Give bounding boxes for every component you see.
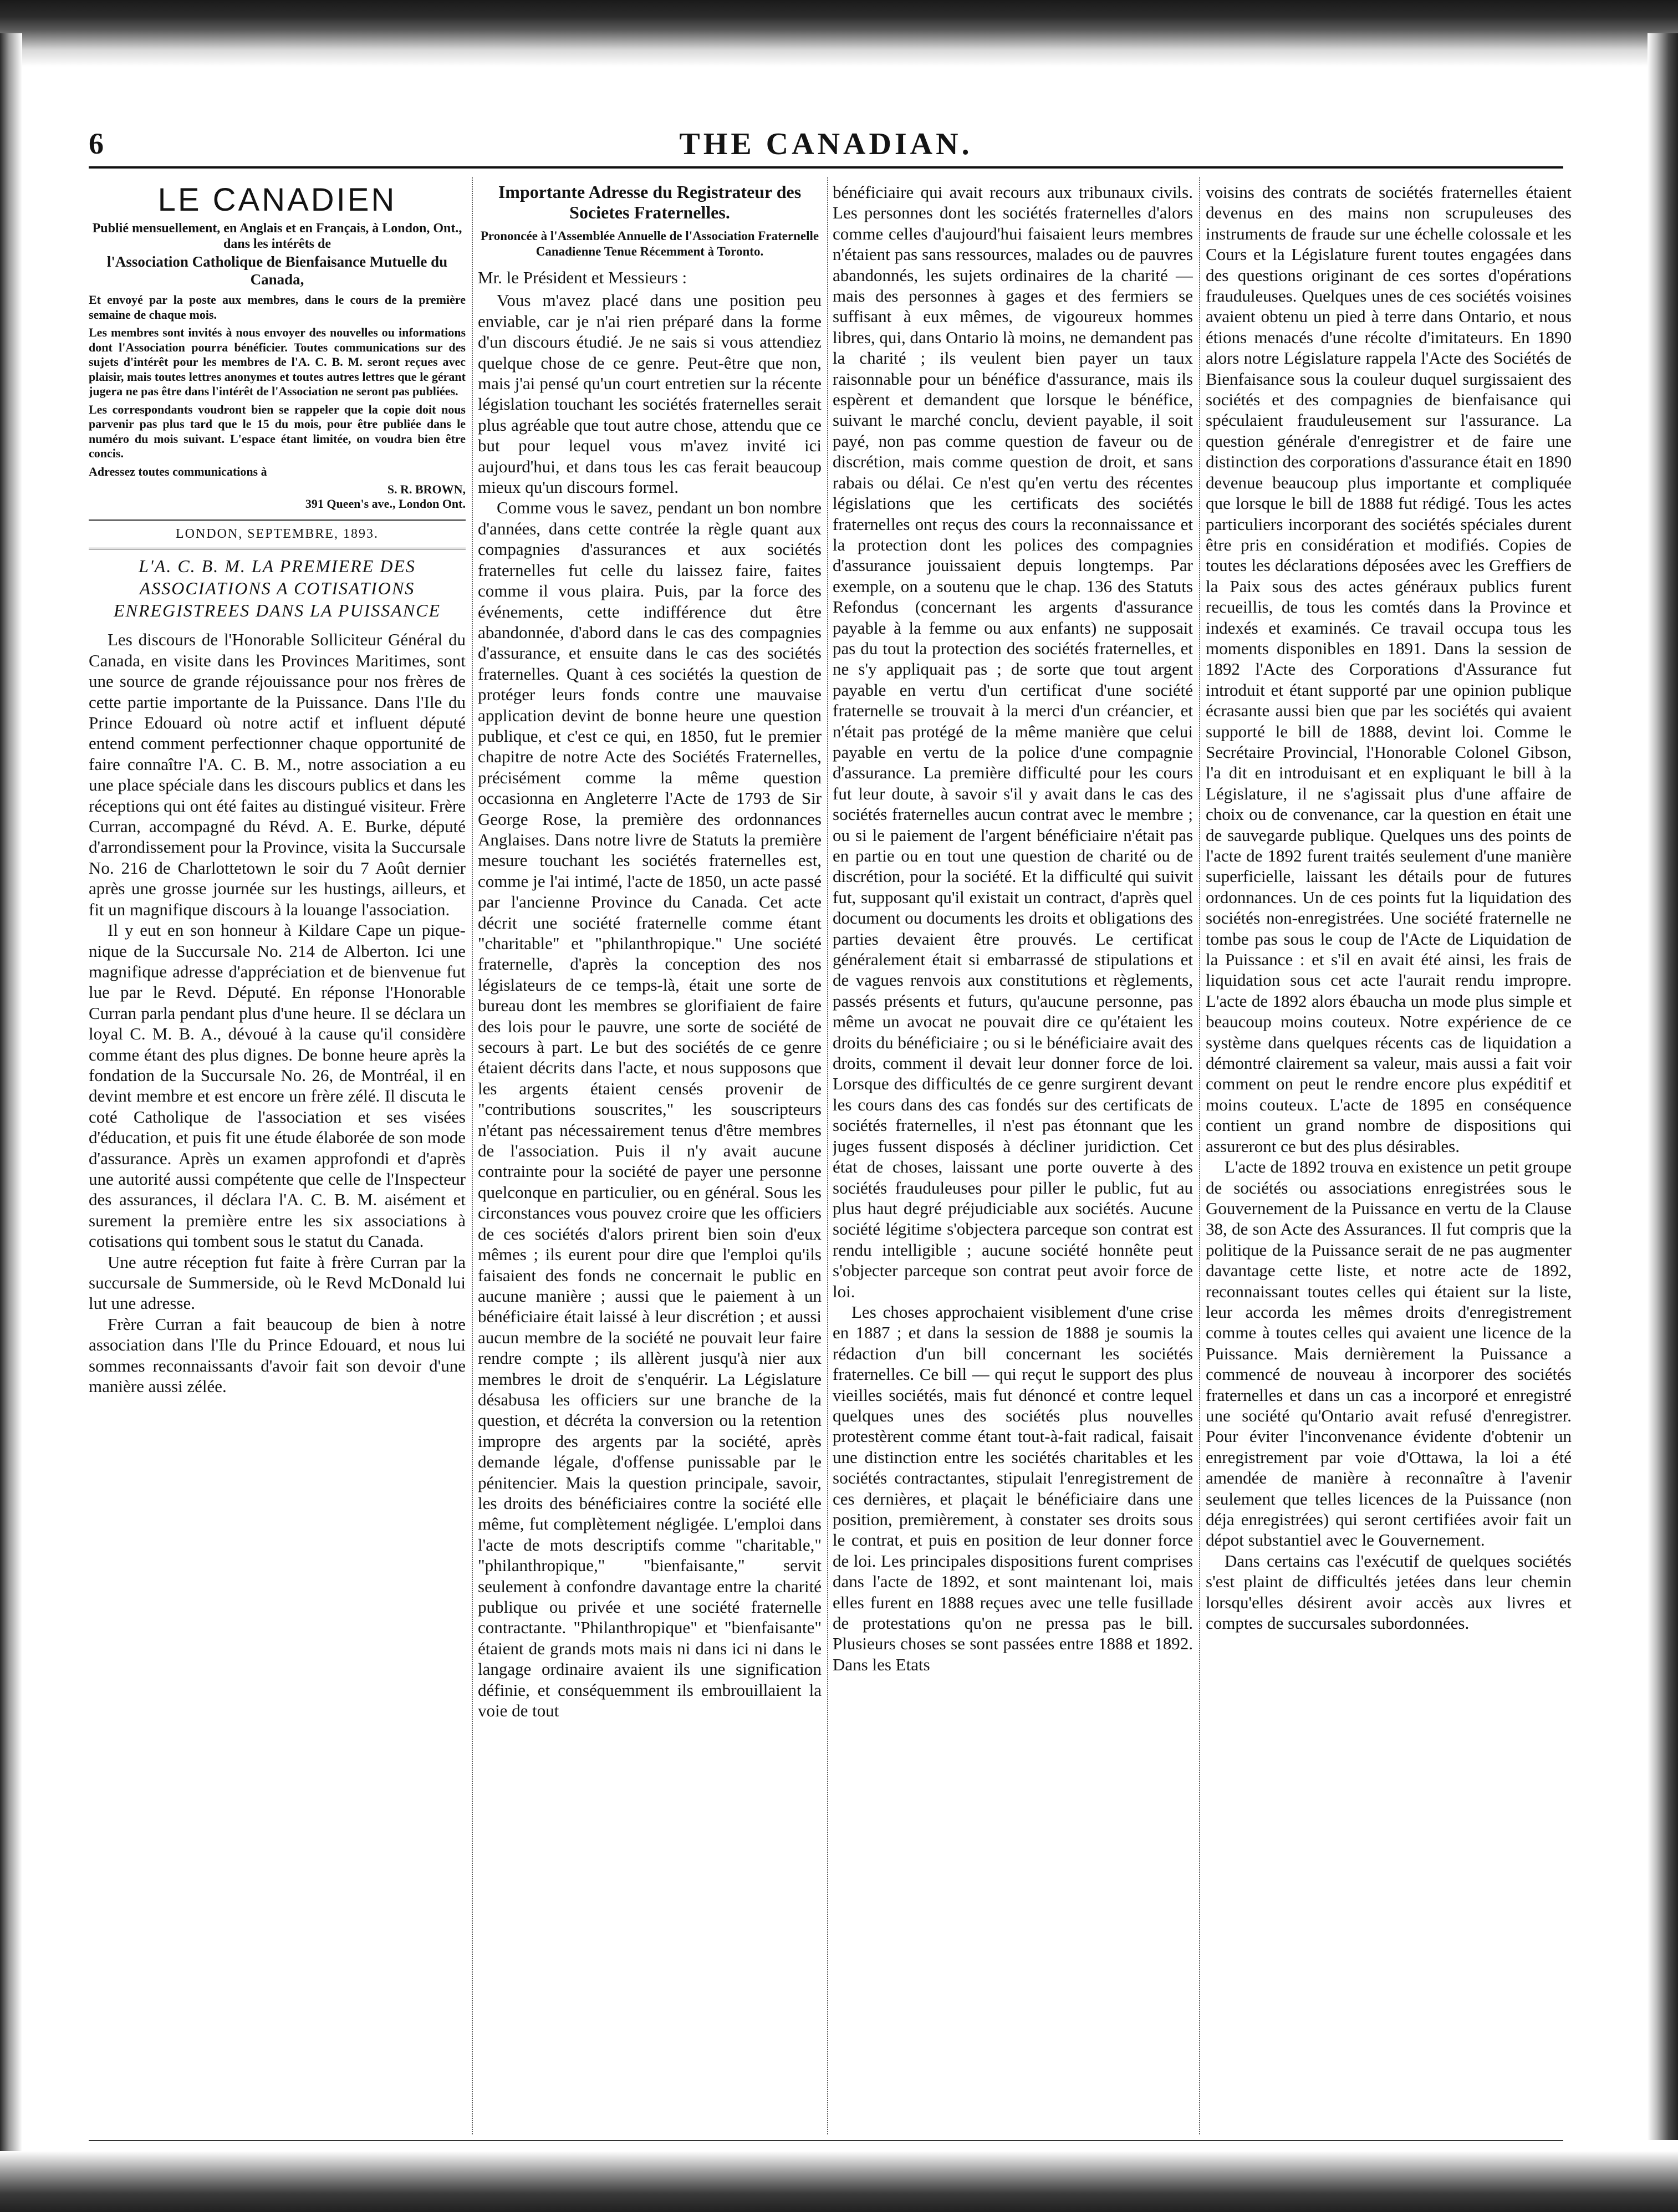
article-paragraph: Il y eut en son honneur à Kildare Cape un pique-nique de la Succursale No. 214 de Alberton. Ici une magnifique adresse d'appréciation et de bienvenue fut lue par le Revd. Député. En réponse l'Honorable Curran parla pendant plus d'une heure. Il se déclara un loyal C. M. B. A., dévoué à la cause qu'il considère comme étant des plus dignes. De bonne heure après la fondation de la Succursale No. 26, de Montréal, il en devint membre et est encore un frère zélé. Il discuta le coté Catholique de l'association et ses visées d'éducation, et puis fit une étude élaborée de son mode d'assurance. Après un examen approfondi et d'après une autorité aussi compétente que celle de l'Inspecteur des assurances, il déclara l'A. C. B. M. aisément et surement la première entre les six associations à cotisations qui tombent sous le statut du Canada.	[89, 920, 466, 1251]
column-2	[478, 182, 822, 2133]
page-number: 6	[89, 127, 104, 160]
article-paragraph: Dans certains cas l'exécutif de quelques sociétés s'est plaint de difficultés jetées dans leur chemin lorsqu'elles désirent avoir accès aux livres et comptes de succursales subordonnées.	[1206, 1551, 1572, 1633]
masthead-notice: Et envoyé par la poste aux membres, dans le cours de la première semaine de chaque mois.	[89, 293, 466, 322]
paper-name: THE CANADIAN.	[679, 127, 973, 161]
article-headline: Importante Adresse du Registrateur des Societes Fraternelles.	[498, 182, 802, 222]
footer-rule	[89, 2140, 1563, 2141]
article-paragraph: Une autre réception fut faite à frère Curran par la succursale de Summerside, où le Revd McDonald lui lut une adresse.	[89, 1252, 466, 1313]
article-paragraph: bénéficiaire qui avait recours aux tribunaux civils. Les personnes dont les sociétés fraternelles d'alors comme celles d'aujourd'hui faisaient leurs membres n'étaient pas sans ressources, malades ou de pauvres abandonnés, les sujets ordinaires de la charité — mais des personnes à gages et des fermiers se suffisant à eux mêmes, de vigoureux hommes libres, qui, dans Ontario là moins, ne demandent pas la charité ; ils veulent bien payer un taux raisonnable pour un bénéfice d'assurance, mais ils espèrent et demandent que lorsque le bénéfice, suivant le marché conclu, devient payable, il soit payé, non pas comme question de faveur ou de discrétion, mais comme question de droit, et sans rabais ou délai. Ce n'est qu'en vertu des récentes législations que les certificats des sociétés fraternelles ont reçus des cours la reconnaissance et la protection dont les polices des compagnies d'assurance jouissaient depuis longtemps. Par exemple, on a soutenu que le chap. 136 des Statuts Refondus (concernant les argents d'assurance payable à la femme ou aux enfants) ne supposait pas du tout la protection des sociétés fraternelles, et ne s'y appliquait pas ; de sorte que tout argent payable en vertu d'un certificat d'une société fraternelle se trouvait à la merci d'un créancier, et n'était pas protégé de la même manière que celui payable en vertu de la police d'une compagnie d'assurance. La première difficulté pour les cours fut leur doute, à savoir s'il y avait dans le cas des sociétés fraternelles aucun contrat avec le membre ; ou si le paiement de l'argent bénéficiaire n'était pas en partie ou en tout une question de charité ou de discrétion, pour la société. Et la difficulté qui suivit fut, supposant qu'il existait un contract, d'après quel document ou documents les droits et obligations des parties devaient être prouvés. Le certificat généralement était si embarrassé de stipulations et de vagues renvois aux constitutions et règlements, passés présents et futurs, qu'aucune personne, pas même un avocat ne pouvait dire ce qu'étaient les droits du bénéficiaire ; ou si le bénéficiaire avait des droits, comment il devait leur donner force de loi. Lorsque des difficultés de ce genre surgirent devant les cours dans des cas fondés sur des certificats de sociétés fraternelles, il n'est pas étonnant que les juges fussent disposés à décliner juridiction. Cet état de choses, laissant une porte ouverte à des sociétés frauduleuses pour piller le public, fut au plus haut degré préjudiciable aux sociétés. Aucune société légitime s'objectera parceque son contrat est rendu intelligible ; aucune société honnête peut s'objecter parceque son contrat peut avoir force de loi.	[833, 182, 1193, 1301]
scan-edge-bottom	[0, 2151, 1678, 2212]
masthead-notice: Adressez toutes communications à	[89, 464, 267, 478]
salutation: Mr. le Président et Messieurs :	[478, 268, 687, 287]
article-paragraph: Vous m'avez placé dans une position peu enviable, car je n'ai rien préparé dans la forme d'un discours étudié. Je ne sais si vous attendiez quelque chose de ce genre. Peut-être que non, mais j'ai pensé qu'un court entretien sur la récente législation touchant les sociétés fraternelles serait plus agréable que tout autre chose, attendu que ce but pour lequel vous m'avez invité ici aujourd'hui, et dans tous les cas ferait beaucoup mieux qu'un discours formel.	[478, 290, 822, 497]
dateline: LONDON, SEPTEMBRE, 1893.	[89, 519, 466, 549]
article-headline: L'A. C. B. M. LA PREMIERE DES ASSOCIATIONS A COTISATIONS ENREGISTREES DANS LA PUISSANCE	[113, 556, 441, 621]
column-3	[833, 182, 1193, 2133]
running-head	[89, 126, 1563, 171]
article-paragraph: voisins des contrats de sociétés fraternelles étaient devenus en des mains non scrupuleuses des instruments de fraude sur une échelle colossale et les Cours et la Législature furent toutes engagées dans des questions originant de ces sortes d'opérations frauduleuses. Quelques unes de ces sociétés voisines avaient obtenu un pied à terre dans Ontario, et nous étions menacés d'une récolte d'imitateurs. En 1890 alors notre Législature rappela l'Acte des Sociétés de Bienfaisance sous la couleur duquel surgissaient des sociétés et des compagnies de bienfaisance qui spéculaient frauduleusement sur l'assurance. La question générale d'enregistrer et de faire une distinction des corporations d'assurance était en 1890 devenue beaucoup plus importante et compliquée que lorsque le bill de 1888 fut rédigé. Tous les actes particuliers incorporant des sociétés spéciales durent être pris en considération et modifiés. Copies de toutes les déclarations déposées avec les Greffiers de la Paix sous des actes généraux publics furent recueillis, de tous les comtés dans la Province et indexés et examinés. Ce travail occupa tous les moments disponibles en 1891. Dans la session de 1892 l'Acte des Corporations d'Assurance fut introduit et étant supporté par une opinion publique écrasante aussi bien que par les sociétés qui avaient supporté le bill de 1888, devint loi. Comme le Secrétaire Provincial, l'Honorable Colonel Gibson, l'a dit en introduisant et en expliquant le bill à la Législature, il ne s'agissait plus d'une affaire de choix ou de convenance, car la question en était une de sauvegarde publique. Quelques uns des points de l'acte de 1892 furent traités seulement d'une manière superficielle, laissant les détails pour de futures ordonnances. Un de ces points fut la liquidation des sociétés non-enregistrées. Une société fraternelle ne tombe pas sous le coup de l'Acte de Liquidation de la Puissance : et s'il en avait été ainsi, les frais de liquidation sous cet acte l'aurait rendu impropre. L'acte de 1892 alors ébaucha un mode plus simple et beaucoup moins couteux. Notre expérience de ce système dans quelques récents cas de liquidation a démontré clairement sa valeur, mais aussi a fait voir comment on peut le rendre encore plus expéditif et moins couteux. L'acte de 1895 en conséquence contient un grand nombre de dispositions qui assureront ce but des plus désirables.	[1206, 182, 1572, 1156]
column-divider	[827, 177, 828, 2134]
article-paragraph: Frère Curran a fait beaucoup de bien à notre association dans l'Ile du Prince Edouard, et nous lui sommes reconnaissants d'avoir fait son devoir d'une manière aussi zélée.	[89, 1314, 466, 1396]
masthead-notice: Les correspondants voudront bien se rappeler que la copie doit nous parvenir pas plus tard que le 15 du mois, pour être publiée dans le numéro du mois suivant. L'espace étant limitée, on voudra bien être concis.	[89, 402, 466, 460]
article-subheadline: Prononcée à l'Assemblée Annuelle de l'Association Fraternelle Canadienne Tenue Récemment à Toronto.	[480, 229, 819, 258]
scan-edge-right	[1648, 33, 1678, 2140]
masthead-notice: Les membres sont invités à nous envoyer des nouvelles ou informations dont l'Association pourra bénéficier. Toutes communications sur des sujets d'intérêt pour les membres de l'A. C. B. M. seront reçues avec plaisir, mais toutes lettres anonymes et toutes autres lettres que le gérant jugera ne pas être dans l'intérêt de l'Association ne seront pas publiées.	[89, 325, 466, 398]
column-1	[89, 182, 466, 2133]
editor-address: 391 Queen's ave., London Ont.	[305, 497, 466, 511]
article-paragraph: Les choses approchaient visiblement d'une crise en 1887 ; et dans la session de 1888 je soumis la rédaction d'un bill concernant les sociétés fraternelles. Ce bill — qui reçut le support des plus vieilles sociétés, mais fut dénoncé et contre lequel quelques unes des sociétés plus nouvelles protestèrent comme étant tout-à-fait radical, faisait une distinction entre les sociétés charitables et les sociétés contractantes, stipulait l'enregistrement de ces dernières, et plaçait le bénéficiaire dans une position, premièrement, à constater ses droits sous le contrat, et puis en position de leur donner force de loi. Les principales dispositions furent comprises dans l'acte de 1892, et sont maintenant loi, mais elles furent en 1888 reçues avec une telle fusillade de protestations qu'on ne pressa pas le bill. Plusieurs choses se sont passées entre 1888 et 1892. Dans les Etats	[833, 1302, 1193, 1674]
article-paragraph: L'acte de 1892 trouva en existence un petit groupe de sociétés ou associations enregistrées sous le Gouvernement de la Puissance en vertu de la Clause 38, de son Acte des Assurances. Il fut compris que la politique de la Puissance serait de ne pas augmenter davantage cette liste, et notre acte de 1892, reconnaissant toutes celles qui étaient sur la liste, leur accorda les mêmes droits d'enregistrement comme à toutes celles qui avaient une licence de la Puissance. Mais dernièrement la Puissance a commencé de nouveau à incorporer des sociétés fraternelles et dans un cas a incorporé et enregistré une société qu'Ontario avait refusé d'enregistrer. Pour éviter l'inconvenance évidente d'obtenir un enregistrement par voie d'Ottawa, la loi a été amendée de manière à reconnaître à l'avenir seulement que telles licences de la Puissance (non déja enregistrées) qui seront certifiées avoir fait un dépot substantiel avec le Gouvernement.	[1206, 1157, 1572, 1550]
scan-edge-top	[0, 0, 1678, 67]
column-divider	[1199, 177, 1200, 2134]
scan-edge-left	[0, 33, 22, 2168]
header-rule	[89, 166, 1563, 169]
masthead-title: LE CANADIEN	[157, 182, 397, 218]
column-4	[1206, 182, 1572, 2133]
editor-name: S. R. BROWN,	[387, 482, 466, 496]
masthead-association: l'Association Catholique de Bienfaisance Mutuelle du Canada,	[106, 253, 448, 288]
article-paragraph: Les discours de l'Honorable Solliciteur Général du Canada, en visite dans les Provinces Maritimes, sont une source de grande réjouissance pour nos frères de cette partie importante de la Puissance. Dans l'Ile du Prince Edouard où notre actif et influent député entend comment perfectionner chaque opportunité de faire connaître l'A. C. B. M., notre association a eu une place spéciale dans les discours publics et dans les réceptions qui ont été faites au distingué visiteur. Frère Curran, accompagné du Révd. A. E. Burke, député d'arrondissement pour la Province, visita la Succursale No. 216 de Charlottetown le soir du 7 Août dernier après une grosse journée sur les hustings, ailleurs, et fit un magnifique discours à la louange l'association.	[89, 630, 466, 919]
article-paragraph: Comme vous le savez, pendant un bon nombre d'années, dans cette contrée la règle quant aux compagnies d'assurances et aux sociétés fraternelles fut celle du laissez faire, faites comme il vous plaira. Puis, par la force des événements, cette indifférence dut être abandonnée, d'abord dans le cas des compagnies d'assurance, et ensuite dans le cas des sociétés fraternelles. Quant à ces sociétés la question de protéger leurs fonds contre une mauvaise application devint de bonne heure une question publique, et c'est ce qui, en 1850, fut le premier chapitre de notre Acte des Sociétés Fraternelles, précisément comme la même question occasionna en Angleterre l'Acte de 1793 de Sir George Rose, la première des ordonnances Anglaises. Dans notre livre de Statuts la première mesure touchant les sociétés fraternelles est, comme je l'ai intimé, l'acte de 1850, un acte passé par l'ancienne Province du Canada. Cet acte décrit une société fraternelle comme étant "charitable" et "philanthropique." Une société fraternelle, d'après la conception des nos législateurs de ce temps-là, était une sorte de bureau dont les membres se glorifiaient de faire des lois pour le pauvre, une sorte de société de secours à part. Le but des sociétés de ce genre étaient décrits dans l'acte, et nous supposons que les argents étaient censés provenir de "contributions souscrites," les souscripteurs n'étant pas nécessairement tenus d'être membres de l'association. Puis il n'y avait aucune contrainte pour la société de payer une personne quelconque en particulier, ou en général. Sous les circonstances vous pouvez croire que les officiers de ces sociétés d'alors prirent bien soin d'eux mêmes ; ils eurent pour dire que l'emploi qu'ils faisaient des fonds ne concernait le public en aucune manière ; aussi que le paiement à un bénéficiaire était laissé à leur discrétion ; et aussi aucun membre de la société ne pouvait leur faire rendre compte ; ils allèrent jusqu'à nier aux membres le droit de s'enquérir. La Législature désabusa les officiers sur une branche de la question, et décréta la conversion ou la retention impropre des argents par la société, après demande légale, d'offense punissable par le pénitencier. Mais la question principale, savoir, les droits des bénéficiaires contre la société elle même, fut complètement négligée. L'emploi dans l'acte de mots descriptifs comme "charitable," "philanthropique," "bienfaisante," servit seulement à confondre davantage entre la charité publique ou privée et une société fraternelle contractante. "Philanthropique" et "bienfaisante" étaient de grands mots mais ni dans ici ni dans le langage ordinaire avaient ils une signification définie, et conséquemment ils embrouillaient la voie de tout	[478, 498, 822, 1721]
masthead-subtitle: Publié mensuellement, en Anglais et en Français, à London, Ont., dans les intérêts de	[92, 221, 462, 251]
column-divider	[472, 177, 473, 2134]
